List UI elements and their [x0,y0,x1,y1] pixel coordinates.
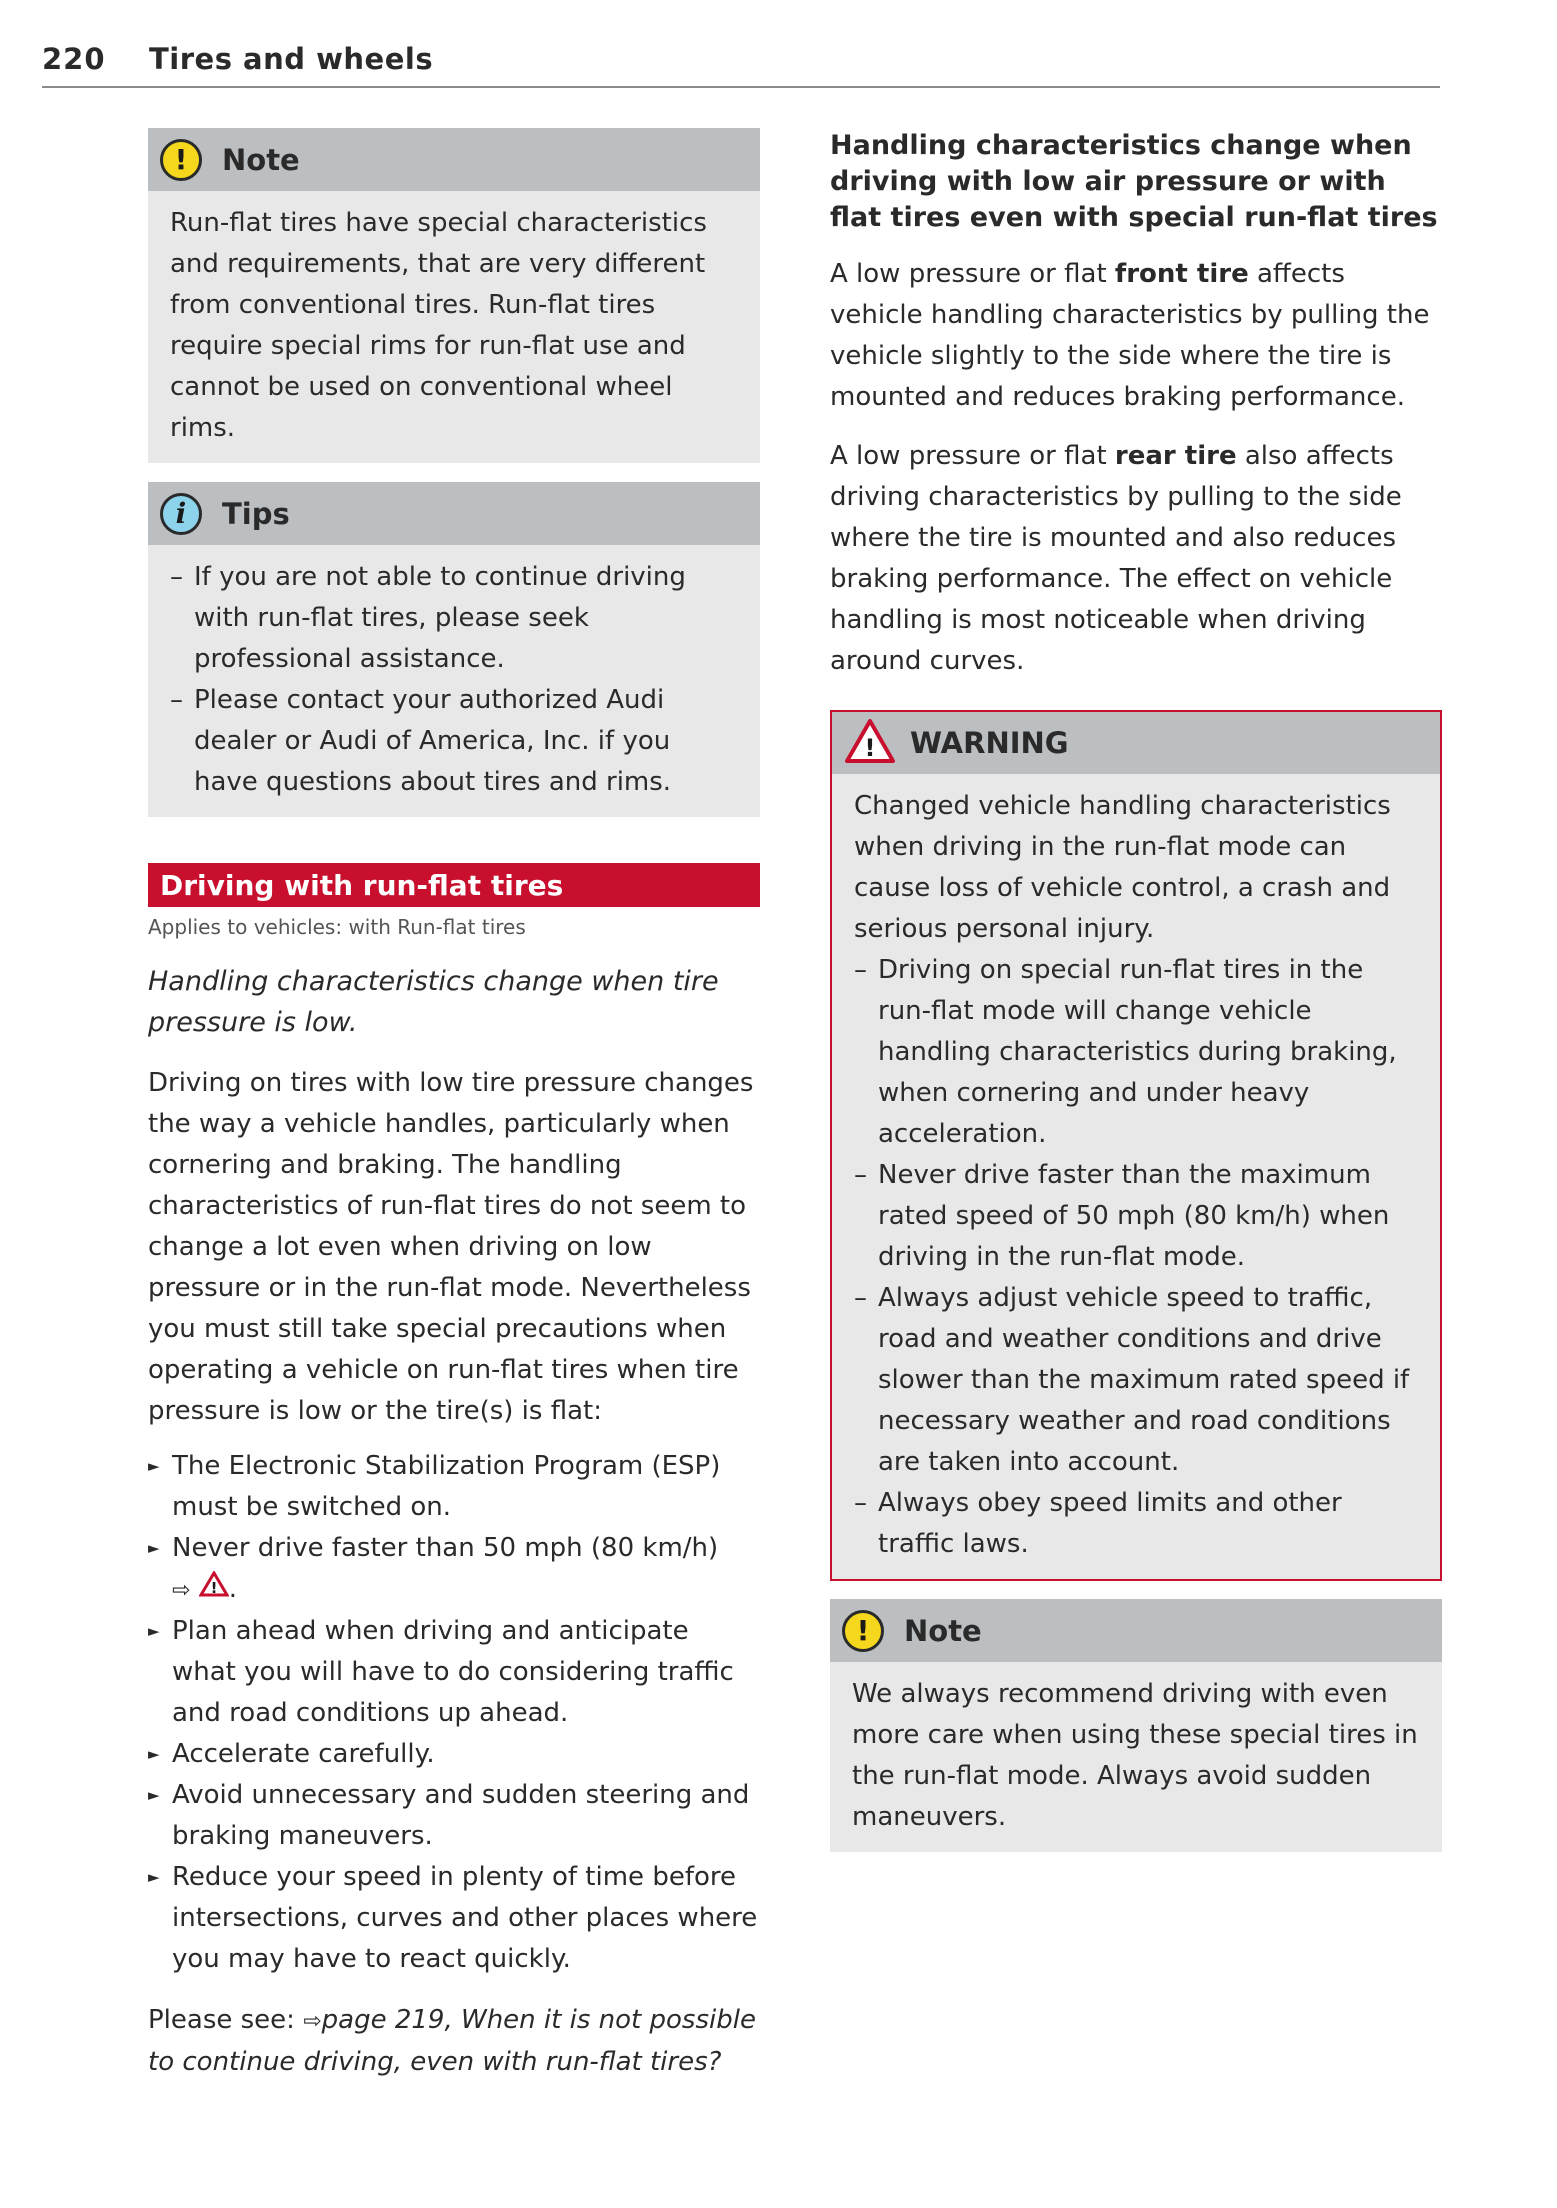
warning-list [854,950,1418,1565]
left-column [148,128,760,2083]
note-title: Note [904,1613,982,1648]
chapter-title: Tires and wheels [149,42,434,76]
note-box [148,128,760,463]
text-run: also affects driving characteristics by pulling to the side where the tire is mounted and also reduces braking performance. The effect on vehicle handling is most noticeable when driving around curves. [830,441,1402,676]
reference-arrow-icon[interactable]: ⇨ [172,1578,191,1603]
tips-item: – If you are not able to continue driving with run-flat tires, please seek professional assistance. [170,557,738,680]
note-header [148,128,760,191]
rear-tire-paragraph [830,436,1442,682]
see-label: Please see: [148,2005,295,2035]
info-icon: i [160,493,202,535]
list-item: ► Plan ahead when driving and anticipate what you will have to do considering traffic and road conditions up ahead. [148,1611,760,1734]
precautions-list [148,1446,760,1980]
note-box [830,1599,1442,1852]
front-tire-paragraph [830,254,1442,418]
warning-text: Changed vehicle handling characteristics when driving in the run-flat mode can cause loss of vehicle control, a crash and serious personal injury. [854,791,1391,944]
tips-box [148,482,760,817]
right-column [830,128,1442,1871]
warning-item: – Never drive faster than the maximum rated speed of 50 mph (80 km/h) when driving in the run-flat mode. [854,1155,1418,1278]
subheading: Handling characteristics change when driving with low air pressure or with flat tires even with special run-flat tires [830,130,1438,233]
warning-triangle-icon[interactable] [199,1569,229,1610]
text-run: affects vehicle handling characteristics by pulling the vehicle slightly to the side where the tire is mounted and reduces braking performance. [830,259,1430,412]
tips-title: Tips [222,496,290,531]
exclamation-icon: ! [160,139,202,181]
section-paragraph: Driving on tires with low tire pressure changes the way a vehicle handles, particularly when cornering and braking. The handling characteristics of run-flat tires do not seem to change a lot even when driving on low pressure or in the run-flat mode. Nevertheless you must still take special precautions when operating a vehicle on run-flat tires when tire pressure is low or the tire(s) is flat: [148,1068,754,1426]
warning-body [832,774,1440,1579]
emphasis-front-tire: front tire [1114,259,1249,289]
list-item-text: Never drive faster than 50 mph (80 km/h) [172,1533,719,1563]
svg-text:!: ! [864,734,876,762]
tips-body [148,545,760,817]
svg-text:!: ! [210,1579,218,1597]
note-title: Note [222,142,300,177]
list-item: ► Avoid unnecessary and sudden steering and braking maneuvers. [148,1775,760,1857]
tips-item: – Please contact your authorized Audi dealer or Audi of America, Inc. if you have questions about tires and rims. [170,680,738,803]
note-text: We always recommend driving with even more care when using these special tires in the run-flat mode. Always avoid sudden maneuvers. [852,1679,1418,1832]
page-header [42,42,1440,88]
warning-item: – Driving on special run-flat tires in the run-flat mode will change vehicle handling characteristics during braking, when cornering and under heavy acceleration. [854,950,1418,1155]
page-number: 220 [42,42,106,76]
list-item: ► Reduce your speed in plenty of time before intersections, curves and other places where you may have to react quickly. [148,1857,760,1980]
tips-header [148,482,760,545]
reference-arrow-icon: ⇨ [303,2009,322,2034]
warning-item: – Always adjust vehicle speed to traffic, road and weather conditions and drive slower than the maximum rated speed if necessary weather and road conditions are taken into account. [854,1278,1418,1483]
section-intro: Handling characteristics change when tire pressure is low. [148,966,719,1038]
see-reference [148,2000,760,2083]
list-item: ► Never drive faster than 50 mph (80 km/h) ⇨ ! . [148,1528,760,1611]
warning-title: WARNING [910,726,1069,760]
warning-triangle-icon [844,718,896,768]
emphasis-rear-tire: rear tire [1114,441,1237,471]
text-run: A low pressure or flat [830,441,1115,471]
tips-list [170,557,738,803]
warning-box [830,710,1442,1581]
list-item: ► Accelerate carefully. [148,1734,760,1775]
list-item: ► The Electronic Stabilization Program (ESP) must be switched on. [148,1446,760,1528]
see-reference-link[interactable]: page 219, When it is not possible to continue driving, even with run-flat tires? [148,2005,756,2077]
note-text: Run-flat tires have special characteristics and requirements, that are very different from conventional tires. Run-flat tires require special rims for run-flat use and cannot be used on conventional wheel rims. [170,208,707,443]
applies-to: Applies to vehicles: with Run-flat tires [148,915,526,939]
exclamation-icon: ! [842,1610,884,1652]
text-run: A low pressure or flat [830,259,1115,289]
warning-item: – Always obey speed limits and other traffic laws. [854,1483,1418,1565]
warning-header [832,712,1440,774]
section-title: Driving with run-flat tires [148,863,760,907]
note-header [830,1599,1442,1662]
